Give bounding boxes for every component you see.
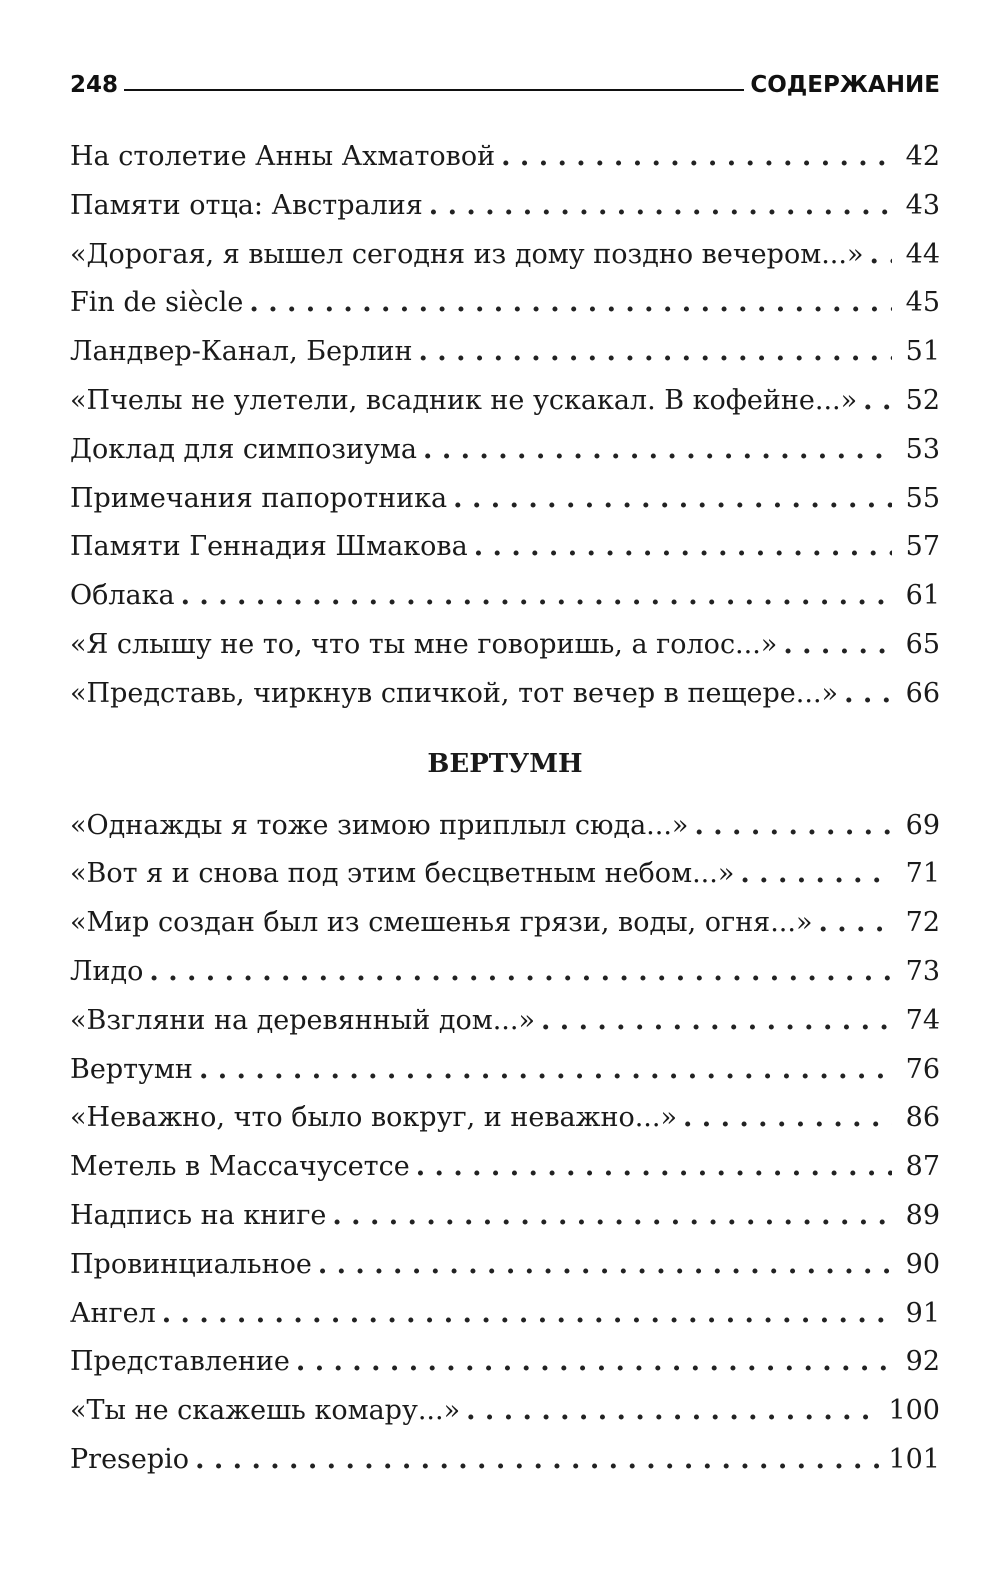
toc-entry[interactable] bbox=[70, 231, 940, 280]
toc-entry-title: На столетие Анны Ахматовой bbox=[70, 141, 496, 172]
toc-entry-title: Лидо bbox=[70, 955, 144, 987]
toc-entry-page: 72 bbox=[905, 907, 940, 939]
toc-entry[interactable] bbox=[70, 621, 940, 670]
toc-entry-title: Облака bbox=[70, 580, 175, 612]
toc-entry-page: 73 bbox=[905, 955, 940, 987]
toc-entry[interactable] bbox=[70, 523, 940, 572]
dot-leader bbox=[418, 328, 892, 377]
toc-entry[interactable] bbox=[70, 328, 940, 377]
toc-entry-title: «Однажды я тоже зимою приплыл сюда...» bbox=[70, 809, 689, 841]
toc-entry-title: Представление bbox=[70, 1346, 290, 1378]
toc-entry-page: 92 bbox=[905, 1346, 940, 1378]
dot-leader bbox=[162, 1290, 892, 1339]
toc-entry[interactable] bbox=[70, 475, 940, 524]
dot-leader bbox=[541, 997, 892, 1046]
dot-leader bbox=[195, 1436, 880, 1485]
toc-entry-title: Памяти Геннадия Шмакова bbox=[70, 531, 468, 563]
toc-entry-title: «Я слышу не то, что ты мне говоришь, а голос...» bbox=[70, 628, 778, 660]
toc-entry-title: Вертумн bbox=[70, 1053, 193, 1085]
toc-entry[interactable] bbox=[70, 948, 940, 997]
table-of-contents bbox=[70, 133, 940, 1485]
section-title: СОДЕРЖАНИЕ bbox=[750, 72, 940, 98]
toc-entry-page: 87 bbox=[905, 1151, 940, 1183]
toc-entry[interactable] bbox=[70, 1436, 940, 1485]
toc-entry[interactable] bbox=[70, 802, 940, 851]
dot-leader bbox=[501, 133, 892, 182]
dot-leader bbox=[416, 1143, 892, 1192]
toc-entry-page: 89 bbox=[905, 1199, 940, 1231]
header-rule bbox=[124, 89, 744, 91]
toc-entry-page: 53 bbox=[905, 433, 940, 465]
toc-entry-title: «Мир создан был из смешенья грязи, воды, огня...» bbox=[70, 907, 813, 939]
toc-entry[interactable] bbox=[70, 377, 940, 426]
dot-leader bbox=[296, 1338, 892, 1387]
toc-entry-page: 101 bbox=[888, 1443, 940, 1475]
toc-entry-title: «Вот я и снова под этим бесцветным небом...» bbox=[70, 858, 735, 890]
section-heading: ВЕРТУМН bbox=[427, 749, 583, 780]
dot-leader bbox=[466, 1387, 880, 1436]
toc-entry-page: 66 bbox=[905, 677, 940, 709]
toc-entry[interactable] bbox=[70, 1290, 940, 1339]
dot-leader bbox=[423, 426, 892, 475]
dot-leader bbox=[783, 621, 892, 670]
toc-entry[interactable] bbox=[70, 1192, 940, 1241]
toc-entry-title: «Неважно, что было вокруг, и неважно...» bbox=[70, 1102, 677, 1134]
toc-entry[interactable] bbox=[70, 997, 940, 1046]
toc-entry-title: «Взгляни на деревянный дом...» bbox=[70, 1004, 535, 1036]
toc-entry-page: 76 bbox=[905, 1053, 940, 1085]
toc-entry-title: Метель в Массачусетсе bbox=[70, 1151, 410, 1183]
toc-entry-page: 74 bbox=[905, 1004, 940, 1036]
toc-entry-title: Провинциальное bbox=[70, 1248, 312, 1280]
toc-entry[interactable] bbox=[70, 426, 940, 475]
dot-leader bbox=[249, 279, 892, 328]
toc-entry-page: 43 bbox=[905, 189, 940, 221]
dot-leader bbox=[694, 802, 892, 851]
toc-entry[interactable] bbox=[70, 572, 940, 621]
toc-entry-title: Доклад для симпозиума bbox=[70, 433, 418, 465]
toc-entry-title: Presepio bbox=[70, 1443, 190, 1475]
toc-entry-page: 55 bbox=[905, 482, 940, 514]
toc-entry-title: Ландвер-Канал, Берлин bbox=[70, 336, 413, 368]
toc-entry-page: 42 bbox=[905, 141, 940, 172]
toc-entry[interactable] bbox=[70, 899, 940, 948]
toc-entry-page: 91 bbox=[905, 1297, 940, 1329]
toc-entry-page: 61 bbox=[905, 580, 940, 612]
dot-leader bbox=[453, 475, 892, 524]
dot-leader bbox=[869, 231, 892, 280]
toc-entry-page: 100 bbox=[888, 1395, 940, 1427]
toc-entry-page: 44 bbox=[905, 238, 940, 270]
toc-entry-page: 65 bbox=[905, 628, 940, 660]
toc-entry-title: Памяти отца: Австралия bbox=[70, 189, 423, 221]
toc-entry-page: 69 bbox=[905, 809, 940, 841]
dot-leader bbox=[181, 572, 892, 621]
toc-entry-page: 86 bbox=[905, 1102, 940, 1134]
toc-entry[interactable] bbox=[70, 1046, 940, 1095]
toc-entry-title: «Пчелы не улетели, всадник не ускакал. В кофейне...» bbox=[70, 384, 858, 416]
toc-entry-title: Ангел bbox=[70, 1297, 156, 1329]
dot-leader bbox=[683, 1094, 892, 1143]
dot-leader bbox=[149, 948, 892, 997]
toc-entry[interactable] bbox=[70, 1094, 940, 1143]
dot-leader bbox=[844, 670, 892, 719]
toc-entry[interactable] bbox=[70, 670, 940, 719]
dot-leader bbox=[740, 850, 892, 899]
toc-entry-page: 52 bbox=[905, 384, 940, 416]
toc-entry[interactable] bbox=[70, 1338, 940, 1387]
toc-entry-page: 45 bbox=[905, 287, 940, 319]
toc-entry[interactable] bbox=[70, 1241, 940, 1290]
toc-entry-title: Fin de siècle bbox=[70, 287, 244, 319]
dot-leader bbox=[474, 523, 892, 572]
toc-entry[interactable] bbox=[70, 1143, 940, 1192]
dot-leader bbox=[863, 377, 892, 426]
toc-entry-page: 57 bbox=[905, 531, 940, 563]
toc-entry[interactable] bbox=[70, 850, 940, 899]
page-number: 248 bbox=[70, 72, 119, 98]
toc-entry[interactable] bbox=[70, 1387, 940, 1436]
toc-entry-page: 51 bbox=[905, 336, 940, 368]
toc-entry[interactable] bbox=[70, 133, 940, 182]
running-head bbox=[70, 66, 940, 98]
dot-leader bbox=[332, 1192, 892, 1241]
toc-entry[interactable] bbox=[70, 182, 940, 231]
toc-entry-page: 90 bbox=[905, 1248, 940, 1280]
dot-leader bbox=[199, 1046, 892, 1095]
toc-entry-title: Надпись на книге bbox=[70, 1199, 327, 1231]
toc-entry[interactable] bbox=[70, 279, 940, 328]
toc-entry-title: Примечания папоротника bbox=[70, 482, 448, 514]
dot-leader bbox=[318, 1241, 892, 1290]
toc-entry-title: «Ты не скажешь комару...» bbox=[70, 1395, 461, 1427]
dot-leader bbox=[429, 182, 892, 231]
toc-entry-title: «Дорогая, я вышел сегодня из дому поздно вечером...» bbox=[70, 238, 864, 270]
dot-leader bbox=[819, 899, 893, 948]
toc-entry-title: «Представь, чиркнув спичкой, тот вечер в пещере...» bbox=[70, 677, 839, 709]
toc-entry-page: 71 bbox=[905, 858, 940, 890]
